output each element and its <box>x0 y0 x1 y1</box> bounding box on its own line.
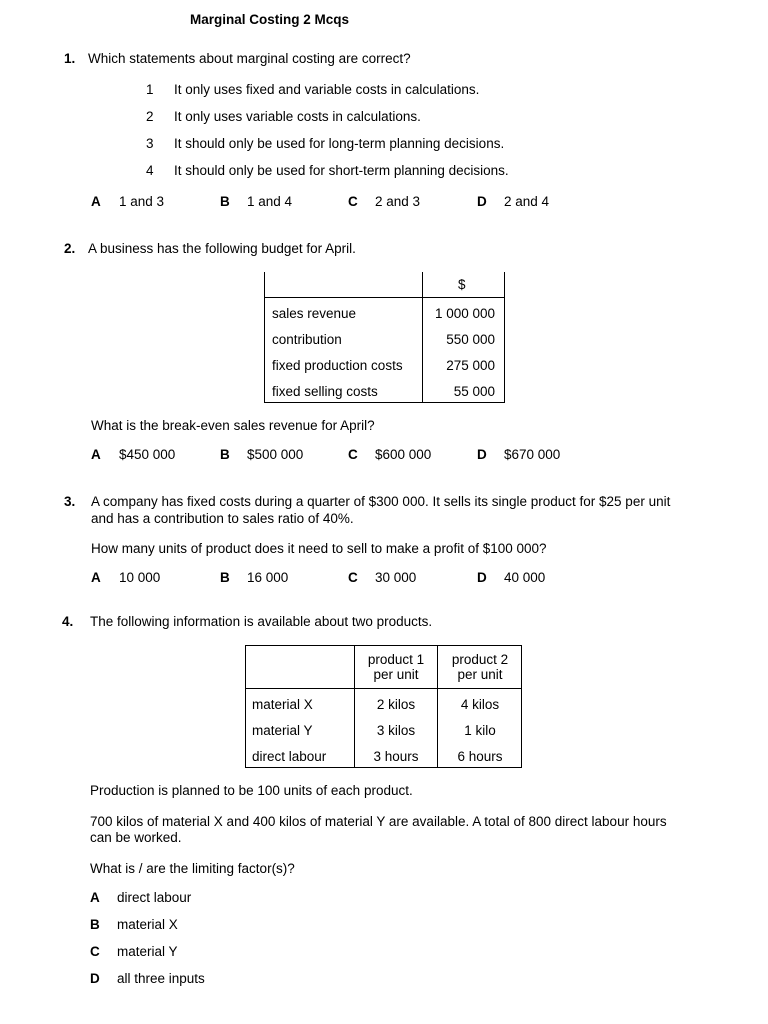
statement-text: It only uses variable costs in calculations. <box>174 109 421 124</box>
option-text: 1 and 3 <box>119 194 165 209</box>
option-letter: B <box>90 917 100 932</box>
products-table <box>245 645 522 768</box>
option-letter: A <box>91 570 101 585</box>
row-label: direct labour <box>252 749 327 764</box>
question-number: 1. <box>64 51 76 66</box>
option-letter: A <box>91 194 101 209</box>
availability-line1: 700 kilos of material X and 400 kilos of material Y are available. A total of 800 direct labour hours <box>90 814 667 829</box>
statement-number: 1 <box>146 82 154 97</box>
option-text: 2 and 4 <box>504 194 550 209</box>
cell-value: 6 hours <box>457 749 503 764</box>
statement-number: 2 <box>146 109 154 124</box>
statement-number: 3 <box>146 136 154 151</box>
question-number: 2. <box>64 241 76 256</box>
page-title: Marginal Costing 2 Mcqs <box>190 12 350 27</box>
currency-header: $ <box>458 277 466 292</box>
option-text: $500 000 <box>247 447 304 462</box>
budget-table <box>264 272 505 403</box>
question-number: 4. <box>62 614 74 629</box>
production-text: Production is planned to be 100 units of each product. <box>90 783 413 798</box>
cell-value: 2 kilos <box>376 697 416 712</box>
option-text: $600 000 <box>375 447 432 462</box>
question-text: Which statements about marginal costing are correct? <box>88 51 411 66</box>
row-value: 55 000 <box>453 384 495 399</box>
row-label: contribution <box>272 332 342 347</box>
row-label: sales revenue <box>272 306 357 321</box>
option-letter: C <box>90 944 100 959</box>
option-text: 40 000 <box>504 570 546 585</box>
row-label: fixed selling costs <box>272 384 378 399</box>
question-text-line1: A company has fixed costs during a quarter of $300 000. It sells its single product for $25 per unit <box>91 494 671 509</box>
statement-number: 4 <box>146 163 154 178</box>
option-letter: D <box>477 447 487 462</box>
option-letter: D <box>477 570 487 585</box>
row-label: material Y <box>252 723 313 738</box>
option-text: 16 000 <box>247 570 289 585</box>
option-letter: C <box>348 570 358 585</box>
option-letter: D <box>90 971 100 986</box>
question-text-line2: and has a contribution to sales ratio of 40%. <box>91 511 354 526</box>
cell-value: 3 kilos <box>376 723 416 738</box>
option-letter: B <box>220 194 230 209</box>
option-letter: A <box>90 890 100 905</box>
column-header-line: product 1 <box>367 652 425 667</box>
availability-line2: can be worked. <box>90 830 182 845</box>
question-prompt: What is / are the limiting factor(s)? <box>90 861 295 876</box>
option-letter: C <box>348 194 358 209</box>
cell-value: 4 kilos <box>460 697 500 712</box>
option-text: all three inputs <box>117 971 205 986</box>
cell-value: 3 hours <box>373 749 419 764</box>
option-text: 1 and 4 <box>247 194 293 209</box>
row-value: 550 000 <box>446 332 495 347</box>
cell-value: 1 kilo <box>464 723 496 738</box>
question-text: The following information is available about two products. <box>90 614 433 629</box>
statement-text: It only uses fixed and variable costs in calculations. <box>174 82 480 97</box>
option-text: $450 000 <box>119 447 176 462</box>
row-label: fixed production costs <box>272 358 403 373</box>
option-text: material Y <box>117 944 178 959</box>
option-letter: A <box>91 447 101 462</box>
statement-text: It should only be used for short-term planning decisions. <box>174 163 509 178</box>
question-prompt: How many units of product does it need to sell to make a profit of $100 000? <box>91 541 547 556</box>
option-text: material X <box>117 917 178 932</box>
option-text: 2 and 3 <box>375 194 421 209</box>
column-header-line: per unit <box>457 667 503 682</box>
option-letter: C <box>348 447 358 462</box>
option-letter: D <box>477 194 487 209</box>
question-prompt: What is the break-even sales revenue for April? <box>91 418 375 433</box>
option-text: 30 000 <box>375 570 417 585</box>
column-header-line: product 2 <box>451 652 509 667</box>
column-header <box>355 652 437 682</box>
option-text: $670 000 <box>504 447 561 462</box>
question-number: 3. <box>64 494 76 509</box>
option-letter: B <box>220 447 230 462</box>
column-header-line: per unit <box>373 667 419 682</box>
statement-text: It should only be used for long-term planning decisions. <box>174 136 505 151</box>
row-value: 1 000 000 <box>434 306 495 321</box>
option-text: 10 000 <box>119 570 161 585</box>
row-label: material X <box>252 697 313 712</box>
option-letter: B <box>220 570 230 585</box>
option-text: direct labour <box>117 890 192 905</box>
row-value: 275 000 <box>446 358 495 373</box>
question-text: A business has the following budget for April. <box>88 241 356 256</box>
column-header <box>438 652 522 682</box>
